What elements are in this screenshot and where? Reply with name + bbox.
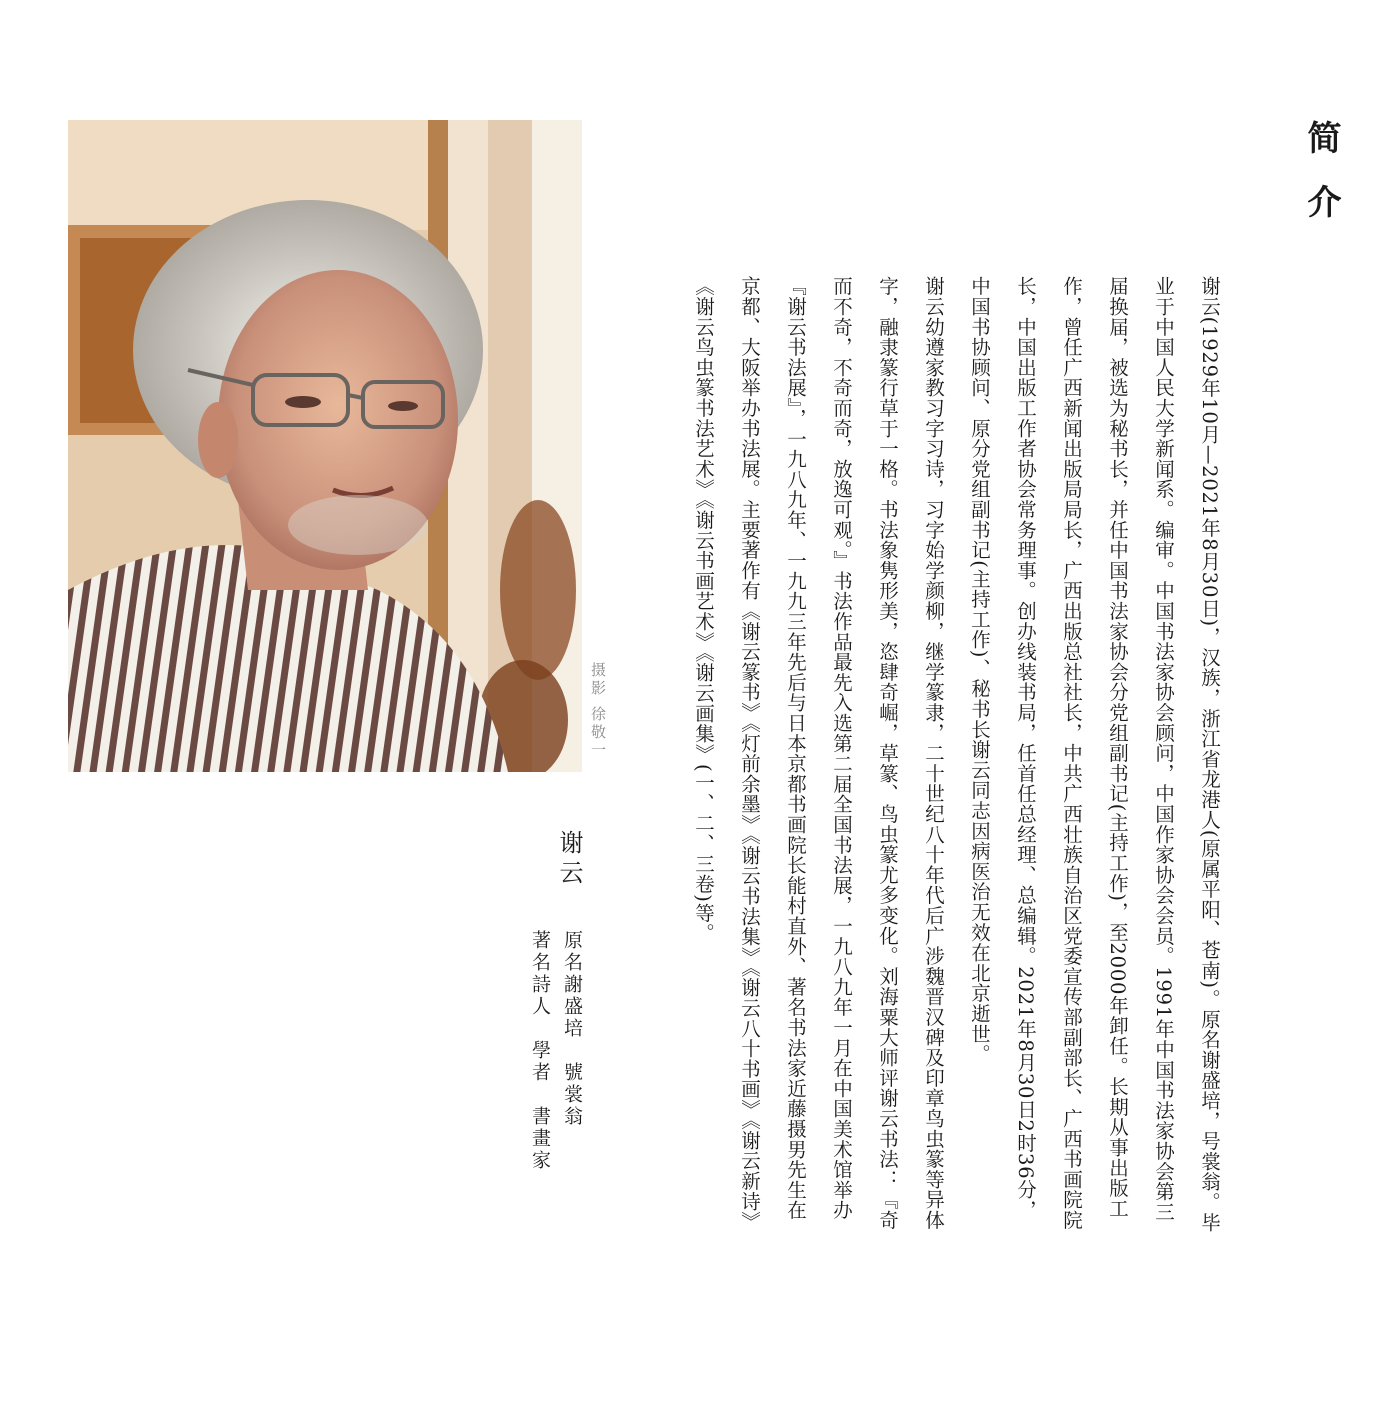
- subject-details: 原名謝盛培 號裳翁 著名詩人 學者 書畫家: [529, 930, 583, 1172]
- photo-credit: 摄影 徐敬一: [589, 662, 607, 760]
- section-title: 简介: [1301, 120, 1341, 248]
- biography: [672, 276, 1232, 1236]
- portrait-photo: [68, 120, 582, 772]
- portrait-illustration: [68, 120, 582, 772]
- bio-paragraph-1: 谢云(1929年10月—2021年8月30日)，汉族，浙江省龙港人(原属平阳、苍南)。原名谢盛培，号裳翁。毕业于中国人民大学新闻系。编审。中国书法家协会顾问，中国作家协会会员。1991年中国书法家协会第三届换届，被选为秘书长，并任中国书法家协会分党组副书记(主持工作)，至2000年卸任。长期从事出版工作，曾任广西新闻出版局局长，广西出版总社社长，中共广西壮族自治区党委宣传部副部长、广西书画院院长，中国出版工作者协会常务理事。创办线装书局，任首任总经理、总编辑。2021年8月30日2时36分，中国书协顾问、原分党组副书记(主持工作)、秘书长谢云同志因病医治无效在北京逝世。: [968, 276, 1221, 1233]
- bio-paragraph-2: 谢云幼遵家教习字习诗，习字始学颜柳，继学篆隶，二十世纪八十年代后广涉魏晋汉碑及印章鸟虫篆等异体字，融隶篆行草于一格。书法象隽形美，恣肆奇崛，草篆、鸟虫篆尤多变化。刘海粟大师评谢云书法：『奇而不奇，不奇而奇，放逸可观。』书法作品最先入选第二届全国书法展，一九八九年一月在中国美术馆举办『谢云书法展』，一九八九年、一九九三年先后与日本京都书画院长能村直外、著名书法家近藤摄男先生在京都、大阪举办书法展。主要著作有《谢云篆书》《灯前余墨》《谢云书法集》《谢云八十书画》《谢云新诗》《谢云鸟虫篆书法艺术》《谢云书画艺术》《谢云画集》(一、二、三卷)等。: [692, 276, 945, 1232]
- subject-name: 谢云: [555, 830, 583, 890]
